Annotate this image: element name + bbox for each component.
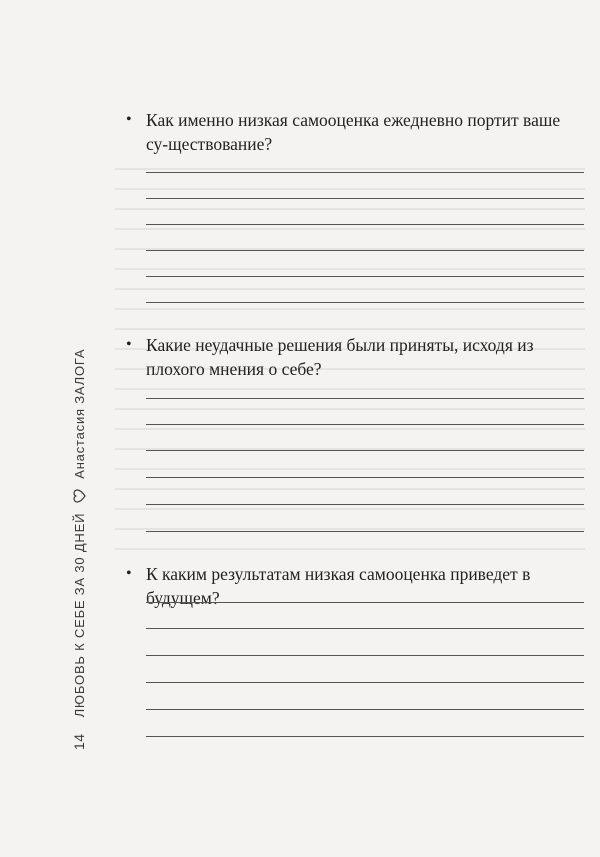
answer-line[interactable] [146,655,584,656]
answer-line[interactable] [146,450,584,451]
answer-line[interactable] [146,172,584,173]
answer-line[interactable] [146,602,584,603]
question-text: Как именно низкая самооценка ежедневно портит ваше су-ществование? [146,110,561,154]
page-number: 14 [71,733,87,750]
answer-line[interactable] [146,398,584,399]
bullet-icon: • [126,111,132,128]
answer-line[interactable] [146,276,584,277]
bullet-icon: • [126,565,132,582]
answer-line[interactable] [146,424,584,425]
answer-line[interactable] [146,628,584,629]
answer-line[interactable] [146,504,584,505]
question-text: Какие неудачные решения были приняты, исходя из плохого мнения о себе? [146,335,534,379]
question-text: К каким результатам низкая самооценка приведет в будущем? [146,564,531,608]
author-name: Анастасия ЗАЛОГА [71,348,87,479]
answer-line[interactable] [146,224,584,225]
answer-line[interactable] [146,682,584,683]
answer-line[interactable] [146,531,584,532]
heart-icon [73,489,86,503]
answer-line[interactable] [146,477,584,478]
answer-line[interactable] [146,302,584,303]
answer-line[interactable] [146,198,584,199]
answer-line[interactable] [146,709,584,710]
running-sidebar [62,348,96,750]
bullet-icon: • [126,336,132,353]
answer-line[interactable] [146,250,584,251]
answer-line[interactable] [146,736,584,737]
book-title: ЛЮБОВЬ К СЕБЕ ЗА 30 ДНЕЙ [71,512,87,718]
